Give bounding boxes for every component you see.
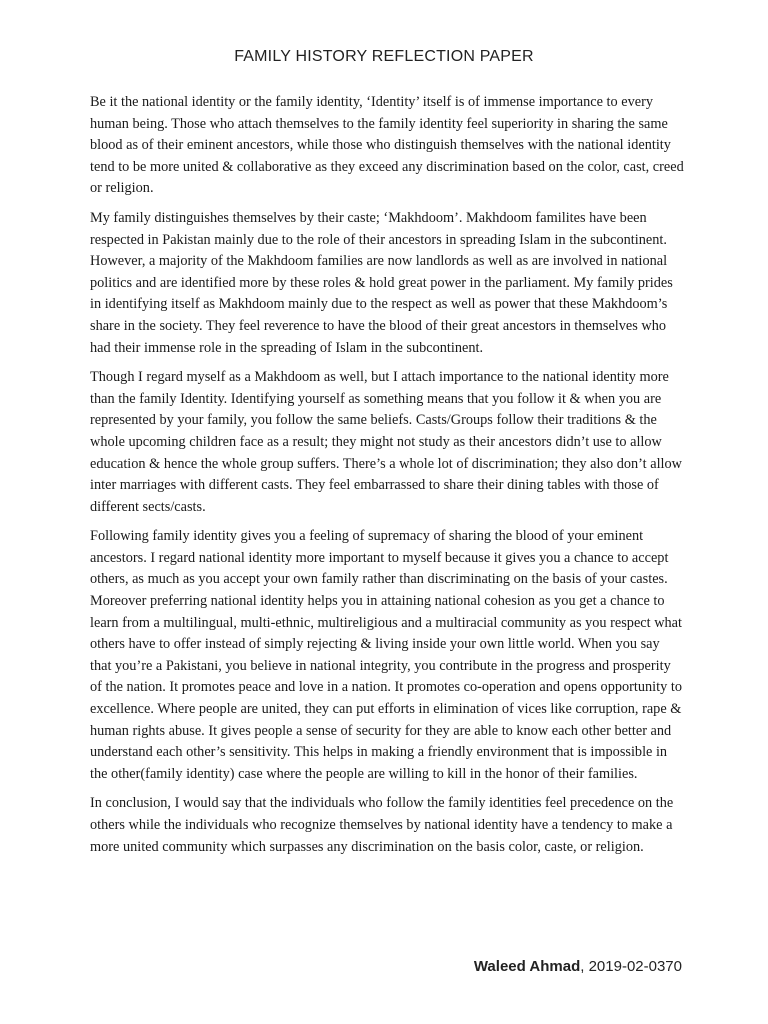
document-body (90, 92, 684, 866)
page-title: FAMILY HISTORY REFLECTION PAPER (234, 48, 534, 65)
paragraph-national-identity: Following family identity gives you a feeling of supremacy of sharing the blood of your eminent ancestors. I regard national identity more important to myself because it gives you a chance to accept others, as much as you accept your own family rather than discriminating on the basis of your castes. Moreover preferring national identity helps you in attaining national cohesion as you get a chance to learn from a multilingual, multi-ethnic, multireligious and a multiracial community as you respect what others have to offer instead of simply rejecting & living inside your own little world. When you say that you’re a Pakistani, you believe in national integrity, you contribute in the progress and prosperity of the nation. It promotes peace and love in a nation. It promotes co-operation and opens opportunity to excellence. Where people are united, they can put efforts in elimination of vices like corruption, rape & human rights abuse. It gives people a sense of security for they are able to know each other better and understand each other’s sensitivity. This helps in making a friendly environment that is impossible in the other(family identity) case where the people are willing to kill in the honor of their families. (90, 528, 682, 782)
student-id: 2019-02-0370 (588, 958, 682, 975)
paragraph-conclusion: In conclusion, I would say that the individuals who follow the family identities feel precedence on the others while the individuals who recognize themselves by national identity have a tendency to make a more united community which surpasses any discrimination on the basis color, caste, or religion. (90, 795, 674, 855)
paragraph-introduction: Be it the national identity or the family identity, ‘Identity’ itself is of immense importance to every human being. Those who attach themselves to the family identity feel superiority in sharing the same blood as of their eminent ancestors, while those who distinguish themselves with the national identity tend to be more united & collaborative as they exceed any discrimination based on the color, cast, creed or religion. (90, 94, 684, 197)
signature-line (474, 958, 682, 975)
author-name: Waleed Ahmad (473, 958, 581, 975)
paragraph-family-caste: My family distinguishes themselves by their caste; ‘Makhdoom’. Makhdoom familites have been respected in Pakistan mainly due to the role of their ancestors in spreading Islam in the subcontinent. However, a majority of the Makhdoom families are now landlords as well as are involved in national politics and are identified more by these roles & hold great power in the parliament. My family prides in identifying itself as Makhdoom mainly due to the respect as well as power that these Makhdoom’s share in the society. They feel reverence to have the blood of their great ancestors in themselves who had their immense role in the spreading of Islam in the subcontinent. (90, 209, 673, 356)
signature-separator: , (580, 958, 589, 975)
paragraph-national-vs-family: Though I regard myself as a Makhdoom as well, but I attach importance to the national identity more than the family Identity. Identifying yourself as something means that you follow it & when you are represented by your family, you follow the same beliefs. Casts/Groups follow their traditions & the whole upcoming children face as a result; they might not study as their ancestors didn’t use to allow education & hence the whole group suffers. There’s a whole lot of discrimination; they also don’t allow inter marriages with different casts. They feel embarrassed to share their dining tables with those of different sects/casts. (90, 369, 682, 515)
